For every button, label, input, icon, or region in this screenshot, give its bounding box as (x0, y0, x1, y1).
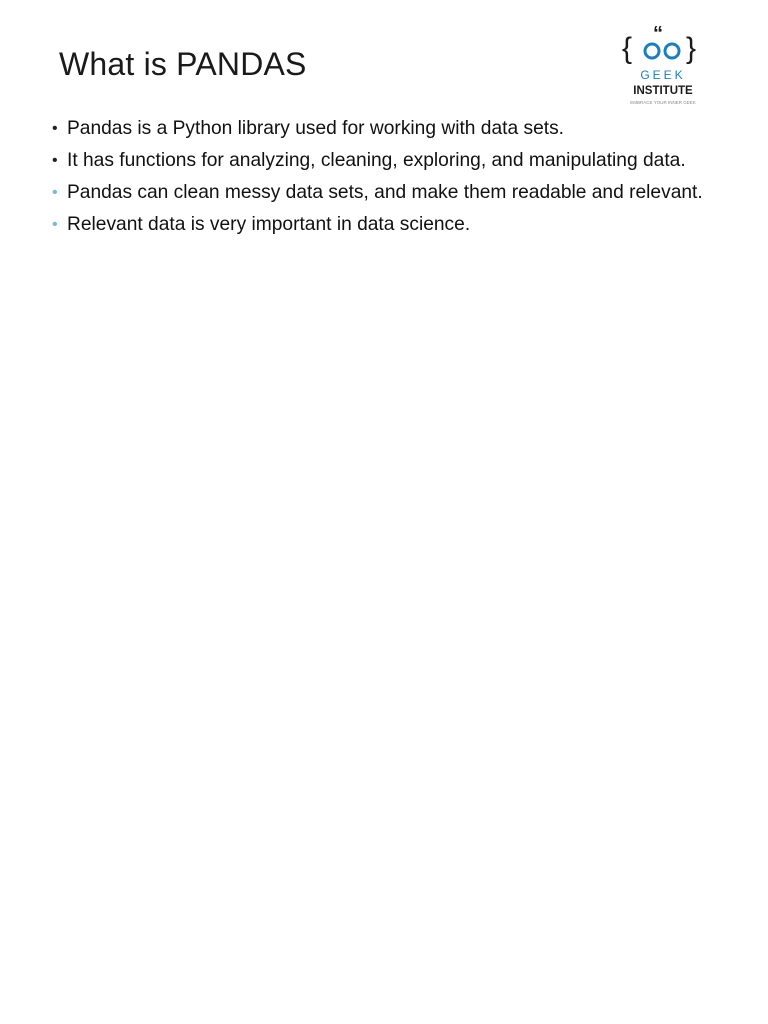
svg-text:{: { (622, 32, 633, 65)
bullet-item (52, 116, 712, 141)
slide-title: What is PANDAS (59, 46, 307, 82)
bullet-text: It has functions for analyzing, cleaning, exploring, and manipulating data. (67, 150, 686, 171)
bullet-text: Relevant data is very important in data science. (67, 214, 471, 235)
bullet-marker: • (52, 184, 58, 201)
svg-text:“: “ (653, 24, 663, 45)
bullet-item (52, 180, 712, 205)
bullet-marker: • (52, 152, 58, 169)
bullet-text: Pandas can clean messy data sets, and make them readable and relevant. (67, 182, 703, 203)
bullet-list (52, 116, 712, 244)
geek-institute-logo (620, 24, 706, 110)
bullet-marker: • (52, 120, 58, 137)
logo-brand-line2: INSTITUTE (633, 85, 693, 97)
bullet-text: Pandas is a Python library used for working with data sets. (67, 118, 564, 139)
bullet-item (52, 148, 712, 173)
svg-text:}: } (686, 32, 697, 65)
bullet-item (52, 212, 712, 237)
logo-brand-line1: GEEK (640, 68, 686, 82)
bullet-marker: • (52, 216, 58, 233)
braces-eyes-logo-icon (620, 24, 706, 110)
logo-tagline: EMBRACE YOUR INNER GEEK (630, 100, 696, 105)
